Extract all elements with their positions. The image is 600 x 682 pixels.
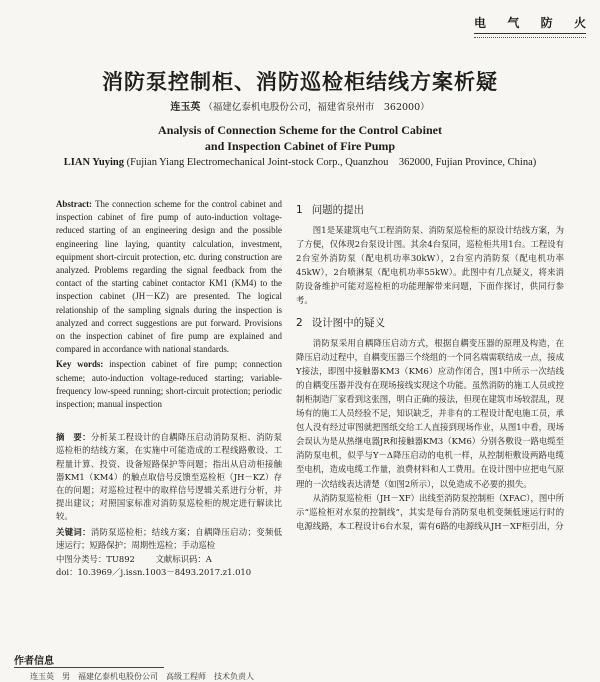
body-paragraph: 消防泵采用自耦降压启动方式，根据自耦变压器的原理及构造，在降压启动过程中，自耦变压器三个绕组的一个同名端需联结成一点，接成Y接法，即图中接触器KM3（KM6）应动作闭合，图1中所示一次结线的自耦变压器并没有在现场接线实现这个功能。虽然消防的施工人员或控制柜制造厂家看到这张图，明白正确的接法，但现在建筑市场较混乱，现场有的施工人员经验不足，知识缺乏，并非有的工程设计配电施工员，承包人没有经过审图就把图纸交给工人直接到现场作业，从图1中看，现场会误认为是从热继电器JR和接触器KM3（KM6）分别各敷设一路电缆至消防泵电机，似乎与Y－Δ降压启动的电机一样，从控制柜敷设两路电缆至电机，造成电缆工作量，浪费材料和人工费用。在设计图中应把电气原理的一次结线表达清楚（如图2所示），以免造成不必要的损失。 xyxy=(296,337,564,489)
author-name-zh: 连玉英 xyxy=(170,102,201,113)
body-paragraph: 图1是某建筑电气工程消防泵、消防泵巡检柜的原设计结线方案，为了方便，仅体现2台泵设计图。其余4台泵同，巡检柜共用1台。工程设有2台室外消防泵（配电机功率30kW），2台室内消防泵（配电机功率45kW），2台喷淋泵（配电机功率55kW）。此图中有几点疑义，将来消防设备维护可能对巡检柜的功能理解带来问题，下面作探讨，供同行参考。 xyxy=(296,225,564,306)
document-code: 文献标识码：A xyxy=(155,554,212,565)
section-tag xyxy=(474,14,586,36)
section-title: 设计图中的疑义 xyxy=(311,316,386,329)
section-rule xyxy=(474,33,586,34)
section-char: 气 xyxy=(507,16,520,30)
abstract-en-label: Abstract: xyxy=(56,199,92,209)
author-info-text: 连玉英 男 福建亿泰机电股份公司 高级工程师 技术负责人 xyxy=(30,672,254,681)
author-name-en: LIAN Yuying xyxy=(63,157,124,168)
abstract-chinese xyxy=(56,431,282,523)
author-chinese xyxy=(0,98,600,113)
right-column xyxy=(296,198,564,533)
author-english xyxy=(0,154,600,169)
title-chinese: 消防泵控制柜、消防巡检柜结线方案析疑 xyxy=(102,70,498,94)
doi: doi：10.3969／j.issn.1003－8493.2017.z1.010 xyxy=(56,567,252,578)
abstract-english xyxy=(56,198,282,356)
title-english-line1: Analysis of Connection Scheme for the Control Cabinet xyxy=(158,123,442,137)
keywords-zh-text: 消防泵巡检柜；结线方案；自耦降压启动；变频低速运行；短路保护；周期性巡检；手动巡检 xyxy=(56,526,283,550)
left-column xyxy=(56,198,282,579)
section-number: 1 xyxy=(296,204,303,216)
keywords-english xyxy=(56,358,282,411)
section-char: 电 xyxy=(474,16,487,30)
abstract-zh-text: 分析某工程设计的自耦降压启动消防泵柜、消防泵巡检柜的结线方案，在实施中可能造成的工程线路敷设、工程量计算、投资、设备短路保护等问题；指出从启动柜接触器KM1（KM4）的触点取信号反馈至巡检柜（JH－KZ）存在的问题；对巡检过程中的取样信号逻辑关系进行分析，并提出建议；对照国家标准对消防泵巡检柜的规定进行解读比较。 xyxy=(56,432,283,522)
body-paragraph: 从消防泵巡检柜（JH－XF）出线至消防泵控制柜（XFAC），图中所示“巡检柜对水泵的控制线”，其实是每台消防泵电机变频低速运行时的电源线路，本工程设计6台水泵，需有6路的电源线从JH－XF柜引出，分 xyxy=(296,492,564,531)
section-number: 2 xyxy=(296,316,303,329)
section-char: 防 xyxy=(540,16,553,30)
section-title: 问题的提出 xyxy=(311,204,365,216)
abstract-en-text: The connection scheme for the control cabinet and inspection cabinet of fire pump of auto-induction voltage-reduced starting of an engineering design and the possible engineering line laying, quantity calculation, investment, equipment short-circuit protection, etc. during construction are analyzed. Problems regarding the signal feedback from the contact of the starting cabinet contactor KM1 (KM4) to the inspection cabinet (JH－KZ) are presented. The logical relationship of the sampling signals during the inspection is analyzed and correct suggestions are put forward. Provisions on the inspection cabinet of fire pump are explained and compared in accordance with national standards. xyxy=(56,199,282,355)
author-info-heading: 作者信息 xyxy=(14,656,54,667)
keywords-en-label: Key words: xyxy=(56,359,104,370)
abstract-zh-label: 摘 要： xyxy=(56,432,91,443)
article-meta xyxy=(56,553,282,579)
class-number: 中图分类号：TU892 xyxy=(56,554,135,565)
section-heading xyxy=(296,315,564,330)
keywords-en-text: inspection cabinet of fire pump; connection scheme; auto-induction voltage-reduced starting; variable-frequency low-speed running; short-circuit protection; periodic inspection; manual inspection xyxy=(56,359,282,410)
section-dotted-rule xyxy=(474,37,586,38)
author-affiliation-zh: （福建亿泰机电股份公司，福建省泉州市 362000） xyxy=(203,102,430,113)
author-info-rule xyxy=(14,667,164,668)
author-affiliation-en: (Fujian Yiang Electromechanical Joint-stock Corp., Quanzhou 362000, Fujian Province, China) xyxy=(123,157,537,168)
section-heading xyxy=(296,202,564,217)
keywords-zh-label: 关键词： xyxy=(56,526,91,537)
title-english-line2: and Inspection Cabinet of Fire Pump xyxy=(204,139,396,153)
keywords-chinese xyxy=(56,526,282,552)
title-english xyxy=(0,122,600,154)
section-char: 火 xyxy=(573,16,586,30)
